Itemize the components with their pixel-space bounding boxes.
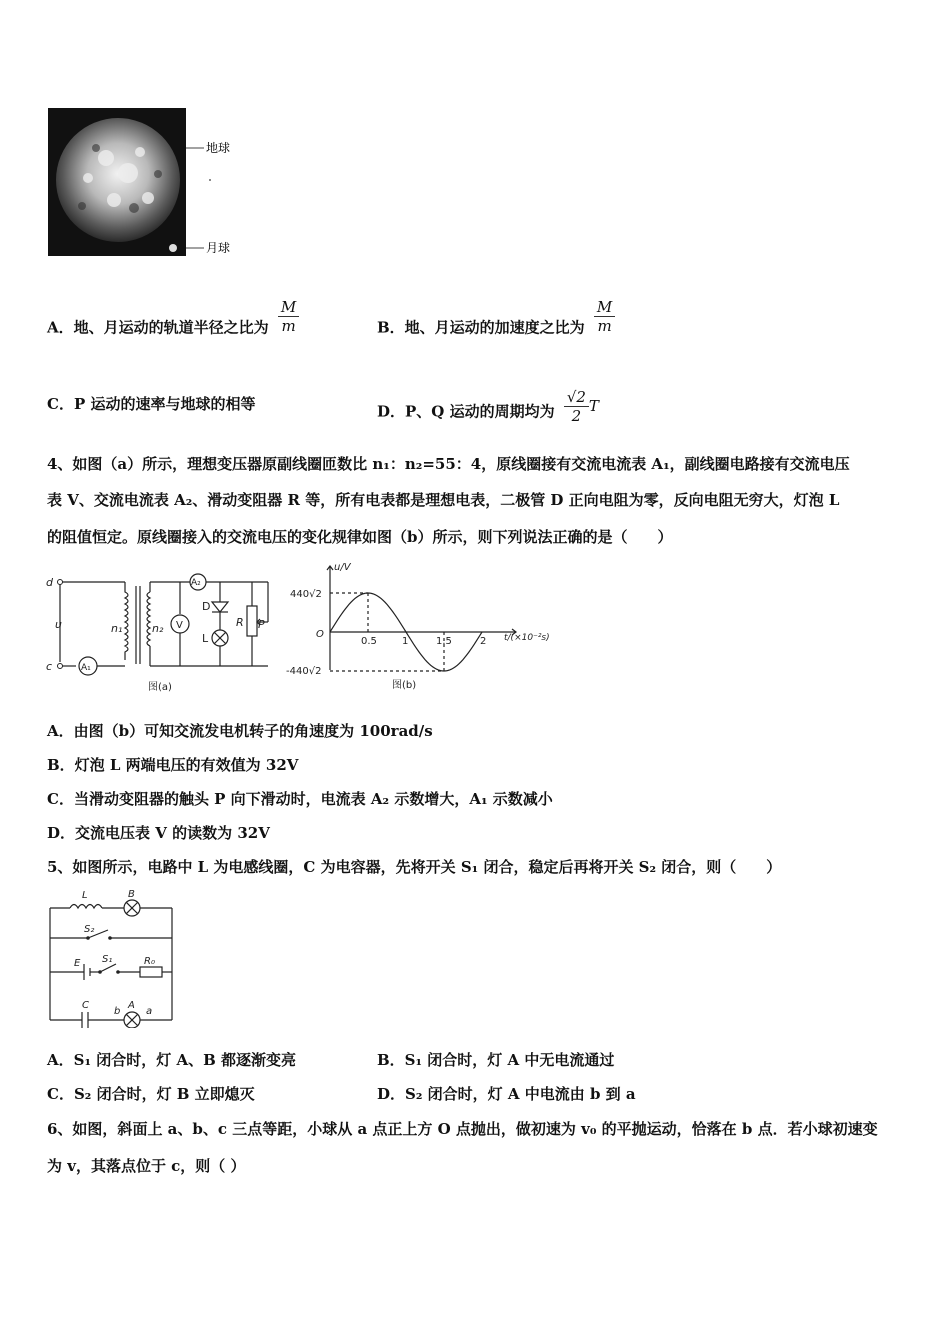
q4-figure-a xyxy=(40,568,280,698)
q3-option-b-text: B．地、月运动的加速度之比为 xyxy=(377,318,585,337)
q4-stem-line-2: 表 V、交流电流表 A₂、滑动变阻器 R 等，所有电表都是理想电表，二极管 D 正向电阻为零，反向电阻无穷大，灯泡 L xyxy=(47,491,840,509)
q3-option-c-text: C．P 运动的速率与地球的相等 xyxy=(47,395,256,413)
q5-figure xyxy=(44,886,184,1028)
q5-fig-a-node-label: a xyxy=(146,1006,153,1017)
fig-a-caption: 图(a) xyxy=(148,682,172,693)
fig-a-c-label: c xyxy=(46,660,53,673)
q4-figure-b xyxy=(286,560,556,700)
q5-fig-c-label: C xyxy=(82,1000,89,1011)
fig-a-d-diode-label: D xyxy=(202,600,211,613)
fig-a-d-label: d xyxy=(46,576,53,589)
earth-label: 地球 xyxy=(206,141,231,155)
q4-option-a[interactable]: A．由图（b）可知交流发电机转子的角速度为 100rad/s xyxy=(47,722,433,740)
q5-fig-a-lamp-label: A xyxy=(128,1000,135,1011)
q5-fig-b-label: B xyxy=(128,889,135,900)
q5-option-c[interactable]: C．S₂ 闭合时，灯 B 立即熄灭 xyxy=(47,1085,255,1103)
moon-label: 月球 xyxy=(206,241,231,255)
fig-a-u-label: u xyxy=(55,618,62,631)
q5-option-d[interactable]: D．S₂ 闭合时，灯 A 中电流由 b 到 a xyxy=(377,1085,636,1103)
inductor-l xyxy=(70,905,102,909)
q3-option-a[interactable] xyxy=(47,298,299,347)
q5-fig-s1-label: S₁ xyxy=(102,954,113,965)
switch-s1 xyxy=(100,964,116,972)
fig-b-origin: O xyxy=(316,629,324,640)
q3-option-c[interactable] xyxy=(47,394,255,414)
fig-a-a1-label: A₁ xyxy=(81,663,91,673)
fig-a-n2-label: n₂ xyxy=(152,622,164,635)
fig-a-a2-label: A₂ xyxy=(191,578,201,588)
fig-a-v-label: V xyxy=(176,620,183,631)
fig-b-ymax: 440√2 xyxy=(290,589,322,600)
fig-b-ymin: -440√2 xyxy=(286,666,322,677)
q5-stem: 5、如图所示，电路中 L 为电感线圈，C 为电容器，先将开关 S₁ 闭合，稳定后再将开关 S₂ 闭合，则（ ） xyxy=(47,858,782,876)
fig-b-caption: 图(b) xyxy=(392,680,417,691)
moon-dot xyxy=(169,244,177,252)
q3-option-d-tail: T xyxy=(588,396,599,415)
q5-option-a[interactable]: A．S₁ 闭合时，灯 A、B 都逐渐变亮 xyxy=(47,1051,297,1069)
q5-fig-b-node-label: b xyxy=(114,1006,121,1017)
fig-b-ylabel: u/V xyxy=(334,562,351,573)
q3-option-d[interactable] xyxy=(377,388,599,431)
fig-a-l-label: L xyxy=(202,632,209,645)
fig-a-r-label: R xyxy=(236,616,244,629)
resistor-r0 xyxy=(140,967,162,977)
rheostat-r xyxy=(247,606,257,636)
fig-a-p-label: P xyxy=(258,618,265,631)
q3-option-b-fraction: $\frac{M}{m}$ xyxy=(594,298,615,335)
q3-option-b[interactable] xyxy=(377,298,615,347)
fig-a-n1-label: n₁ xyxy=(111,622,123,635)
q3-option-d-fraction: $\frac{√2}{2}$ xyxy=(564,388,589,425)
q4-option-d[interactable]: D．交流电压表 V 的读数为 32V xyxy=(47,824,270,842)
q5-fig-e-label: E xyxy=(74,958,81,969)
q3-option-d-text: D．P、Q 运动的周期均为 xyxy=(377,402,555,421)
q4-option-c[interactable]: C．当滑动变阻器的触头 P 向下滑动时，电流表 A₂ 示数增大，A₁ 示数减小 xyxy=(47,790,553,808)
q5-option-b[interactable]: B．S₁ 闭合时，灯 A 中无电流通过 xyxy=(377,1051,615,1069)
q5-fig-l-label: L xyxy=(82,890,88,901)
q6-stem-line-2: 为 v，其落点位于 c，则（ ） xyxy=(47,1157,246,1175)
fig-b-xtick-3: 2 xyxy=(480,636,487,647)
q5-fig-s2-label: S₂ xyxy=(84,924,95,935)
q5-fig-r0-label: R₀ xyxy=(144,956,155,967)
fig-b-xlabel: t/(×10⁻²s) xyxy=(504,633,550,643)
fig-b-xtick-2: 1.5 xyxy=(436,636,452,647)
q4-stem-line-1: 4、如图（a）所示，理想变压器原副线圈匝数比 n₁：n₂=55：4，原线圈接有交流电流表 A₁，副线圈电路接有交流电压 xyxy=(47,455,850,473)
fig-b-xtick-1: 1 xyxy=(402,636,409,647)
earth-disc xyxy=(56,118,180,242)
q6-stem-line-1: 6、如图，斜面上 a、b、c 三点等距，小球从 a 点正上方 O 点抛出，做初速为 v₀ 的平抛运动，恰落在 b 点．若小球初速变 xyxy=(47,1120,878,1138)
q3-option-a-text: A．地、月运动的轨道半径之比为 xyxy=(47,318,269,337)
q4-option-b[interactable]: B．灯泡 L 两端电压的有效值为 32V xyxy=(47,756,299,774)
earth-moon-figure xyxy=(48,108,248,258)
fig-b-xtick-0: 0.5 xyxy=(361,636,377,647)
q3-option-a-fraction: $\frac{M}{m}$ xyxy=(278,298,299,335)
q4-stem-line-3: 的阻值恒定。原线圈接入的交流电压的变化规律如图（b）所示，则下列说法正确的是（ ） xyxy=(47,528,673,546)
